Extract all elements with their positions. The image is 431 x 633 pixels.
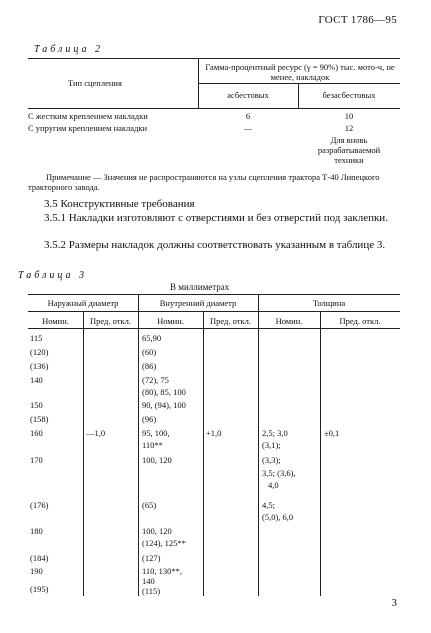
table2-sub-asbestos: асбестовых: [227, 90, 269, 100]
table2-row-non-asbestos: 10: [344, 111, 354, 121]
thickness-value: (3,3);: [262, 455, 281, 465]
inner-diameter-value: 100, 120: [142, 455, 172, 465]
outer-diameter-value: (120): [30, 347, 49, 357]
outer-diameter-value: 180: [30, 526, 43, 536]
thickness-value: 2,5; 3,0: [262, 428, 288, 438]
section-paragraph: 3.5.1 Накладки изготовляют с отверстиями и без отверстий под заклепки.: [44, 212, 388, 224]
table2: [28, 58, 400, 165]
outer-diameter-value: (136): [30, 361, 49, 371]
table3-group-thickness: Толщина: [312, 298, 346, 308]
table3-sub-header: Пред. откл.: [90, 316, 131, 326]
table2-caption: Таблица 2: [34, 44, 103, 55]
page-number: 3: [391, 597, 397, 609]
outer-diameter-value: 170: [30, 455, 43, 465]
table3-sub-header: Номин.: [275, 316, 303, 326]
table2-row-type: С жестким креплением накладки: [28, 111, 148, 121]
table2-extra-note-line: техники: [334, 155, 364, 165]
inner-diameter-value: (124), 125**: [142, 538, 186, 548]
inner-diameter-value: (86): [142, 361, 157, 371]
doc-header: ГОСТ 1786—95: [318, 14, 397, 26]
thickness-value: (5,0), 6,0: [262, 512, 294, 522]
table2-row-asbestos: —: [243, 123, 253, 133]
section-paragraph: 3.5.2 Размеры накладок должны соответствовать указанным в таблице 3.: [44, 239, 386, 251]
table2-col-type: Тип сцепления: [68, 78, 122, 88]
table3-sub-header: Номин.: [42, 316, 69, 326]
table2-row-type: С упругим креплением накладки: [28, 123, 148, 133]
outer-diameter-value: (195): [30, 584, 49, 594]
thickness-value: 3,5; (3,6),: [262, 468, 296, 478]
table3-group-inner: Внутренний диаметр: [159, 298, 237, 308]
outer-diameter-value: (184): [30, 553, 49, 563]
outer-diameter-value: 140: [30, 375, 43, 385]
inner-diameter-value: 95, 100,: [142, 428, 170, 438]
section-heading: 3.5 Конструктивные требования: [44, 198, 195, 210]
outer-diameter-value: 190: [30, 566, 43, 576]
inner-diameter-value: (72), 75: [142, 375, 169, 385]
table2-row-asbestos: 6: [245, 111, 251, 121]
outer-diameter-value: 150: [30, 400, 43, 410]
outer-diameter-value: 160: [30, 428, 43, 438]
outer-diameter-value: (158): [30, 414, 49, 424]
table3-sub-header: Номин.: [157, 316, 184, 326]
inner-diameter-value: 65,90: [142, 333, 162, 343]
inner-diameter-value: (115): [142, 586, 161, 596]
inner-diameter-value: (60): [142, 347, 157, 357]
table3-units: В миллиметрах: [170, 282, 230, 292]
table2-col-resource: Гамма-процентный ресурс (γ = 90%) тыс. мото-ч, не менее, накладок: [205, 62, 395, 82]
thickness-value: 4,0: [268, 480, 279, 490]
inner-diameter-value: 100, 120: [142, 526, 172, 536]
table2-extra-note-line: разрабатываемой: [317, 145, 381, 155]
inner-diameter-value: 110, 130**,: [142, 566, 183, 576]
table3-caption: Таблица 3: [18, 270, 87, 281]
inner-diameter-value: (127): [142, 553, 161, 563]
thickness-value: (3,1);: [262, 440, 281, 450]
table2-extra-note-line: Для вновь: [330, 135, 368, 145]
table3-sub-header: Пред. откл.: [339, 316, 381, 326]
inner-diameter-deviation: +1,0: [206, 428, 222, 438]
thickness-value: 4,5;: [262, 500, 275, 510]
table3-sub-header: Пред. откл.: [210, 316, 251, 326]
inner-diameter-value: 140: [142, 576, 155, 586]
outer-diameter-value: (176): [30, 500, 49, 510]
thickness-deviation: ±0,1: [324, 428, 340, 438]
table3-group-outer: Наружный диаметр: [47, 298, 119, 308]
inner-diameter-value: (65): [142, 500, 157, 510]
inner-diameter-value: (96): [142, 414, 157, 424]
table3: [28, 294, 400, 596]
inner-diameter-value: 110**: [142, 440, 163, 450]
outer-diameter-value: 115: [30, 333, 43, 343]
inner-diameter-value: 90, (94), 100: [142, 400, 186, 410]
inner-diameter-value: (80), 85, 100: [142, 387, 186, 397]
outer-diameter-deviation: —1,0: [86, 428, 106, 438]
table2-row-non-asbestos: 12: [344, 123, 354, 133]
table2-sub-non-asbestos: безасбестовых: [322, 90, 376, 100]
table2-footnote: Примечание — Значения не распространяются на узлы сцепления трактора Т-40 Липецкого тракторного завода.: [28, 172, 380, 192]
